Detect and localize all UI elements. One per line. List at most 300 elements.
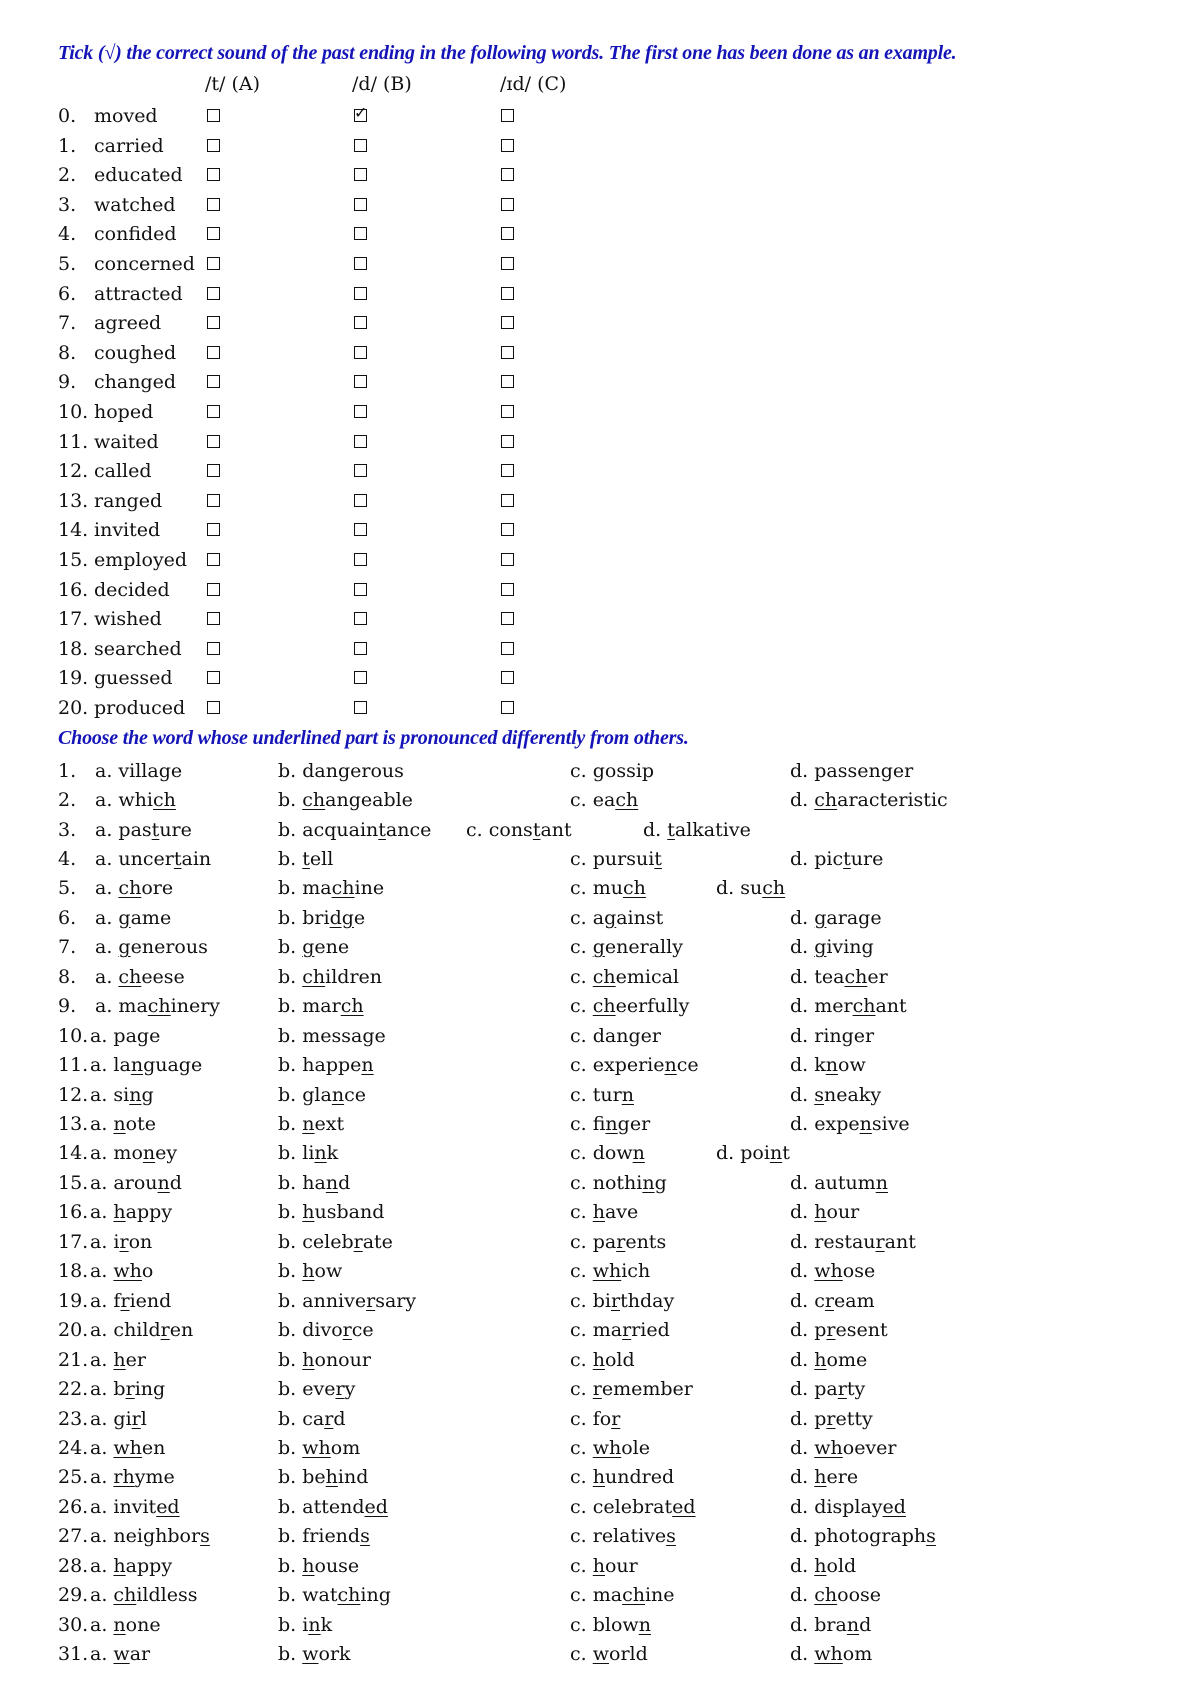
- checkbox-id[interactable]: [501, 257, 514, 270]
- option-b[interactable]: [278, 1081, 366, 1110]
- underlined-part: w: [592, 1643, 609, 1666]
- option-letter: d.: [716, 1142, 735, 1165]
- underlined-part: r: [119, 1230, 129, 1253]
- option-a[interactable]: [90, 1434, 165, 1463]
- option-d[interactable]: [790, 1552, 856, 1581]
- word-suffix: arage: [826, 906, 882, 929]
- option-letter: a.: [95, 965, 113, 988]
- word-suffix: eerfully: [615, 995, 690, 1018]
- question-number: 7.: [58, 936, 77, 959]
- word-prefix: nothi: [592, 1171, 643, 1194]
- word-suffix: ork: [318, 1643, 351, 1666]
- option-c[interactable]: [570, 1169, 667, 1198]
- question-number: 6.: [58, 906, 77, 929]
- option-a[interactable]: [90, 1169, 182, 1198]
- option-b[interactable]: [278, 933, 349, 962]
- checkbox-d[interactable]: [354, 642, 367, 655]
- checkbox-t[interactable]: [207, 523, 220, 536]
- option-d[interactable]: [790, 1611, 871, 1640]
- option-b[interactable]: [278, 1110, 344, 1139]
- word-prefix: tea: [814, 965, 845, 988]
- underlined-part: ch: [337, 1584, 361, 1607]
- checkbox-d[interactable]: [354, 701, 367, 714]
- option-b[interactable]: [278, 1022, 386, 1051]
- question-number: 26.: [58, 1495, 89, 1518]
- option-b[interactable]: [278, 1346, 371, 1375]
- option-a[interactable]: [95, 933, 208, 962]
- option-c[interactable]: [570, 874, 646, 903]
- word-suffix: dangerous: [302, 759, 404, 782]
- word-suffix: ger: [617, 1113, 651, 1135]
- word-prefix: bi: [592, 1289, 611, 1312]
- option-c[interactable]: [570, 1051, 699, 1080]
- option-a[interactable]: [95, 963, 185, 992]
- word-prefix: mar: [302, 995, 341, 1018]
- checkbox-t[interactable]: [207, 168, 220, 181]
- checkbox-d[interactable]: [354, 168, 367, 181]
- checkbox-d[interactable]: [354, 257, 367, 270]
- word-prefix: celeb: [302, 1230, 354, 1253]
- option-c[interactable]: [570, 845, 662, 874]
- option-a[interactable]: [90, 1640, 150, 1669]
- option-d[interactable]: [790, 1316, 888, 1345]
- checkbox-id[interactable]: [501, 139, 514, 152]
- underlined-part: h: [302, 1348, 315, 1371]
- option-letter: b.: [278, 1495, 297, 1518]
- option-d[interactable]: [716, 874, 785, 903]
- option-letter: d.: [790, 906, 809, 929]
- checkbox-t[interactable]: [207, 375, 220, 388]
- item-number: 19.: [58, 667, 89, 690]
- word-suffix: ouse: [314, 1554, 360, 1577]
- underlined-part: n: [142, 1142, 156, 1165]
- underlined-part: h: [302, 1201, 315, 1224]
- word-prefix: f: [113, 1289, 121, 1312]
- underlined-part: wh: [814, 1260, 843, 1283]
- option-c[interactable]: [570, 1139, 645, 1168]
- checkbox-d[interactable]: [354, 198, 367, 211]
- option-a[interactable]: [95, 874, 173, 903]
- option-d[interactable]: [790, 1493, 906, 1522]
- underlined-part: n: [302, 1113, 315, 1135]
- option-b[interactable]: [278, 786, 413, 815]
- option-b[interactable]: [278, 1257, 342, 1286]
- checkbox-id[interactable]: [501, 701, 514, 714]
- option-c[interactable]: [570, 757, 654, 786]
- option-letter: b.: [278, 936, 297, 959]
- checkbox-id[interactable]: [501, 405, 514, 418]
- option-b[interactable]: [278, 1287, 416, 1316]
- underlined-part: n: [157, 1171, 170, 1194]
- checkbox-id[interactable]: [501, 642, 514, 655]
- word-prefix: k: [814, 1054, 826, 1077]
- option-d[interactable]: [790, 1375, 865, 1404]
- checkbox-t[interactable]: [207, 435, 220, 448]
- checkbox-d[interactable]: [354, 435, 367, 448]
- option-d[interactable]: [790, 992, 907, 1021]
- checkbox-d[interactable]: [354, 494, 367, 507]
- underlined-part: h: [302, 1260, 315, 1283]
- question-row: [0, 874, 1200, 903]
- option-b[interactable]: [278, 1316, 374, 1345]
- option-c[interactable]: [570, 1522, 676, 1551]
- word-prefix: child: [113, 1319, 161, 1342]
- checkbox-d[interactable]: [354, 139, 367, 152]
- option-b[interactable]: [278, 757, 404, 786]
- checkbox-t[interactable]: [207, 701, 220, 714]
- word-suffix: er: [125, 1348, 146, 1371]
- checkbox-id[interactable]: [501, 198, 514, 211]
- option-b[interactable]: [278, 904, 365, 933]
- checkbox-id[interactable]: [501, 671, 514, 684]
- option-a[interactable]: [90, 1581, 197, 1610]
- checkbox-d[interactable]: [354, 287, 367, 300]
- option-b[interactable]: [278, 1228, 393, 1257]
- checkbox-id[interactable]: [501, 168, 514, 181]
- word-suffix: ey: [155, 1142, 178, 1165]
- underlined-part: h: [592, 1554, 605, 1577]
- underlined-part: ch: [844, 965, 868, 988]
- checkbox-t[interactable]: [207, 553, 220, 566]
- word-prefix: i: [113, 1230, 120, 1253]
- option-b[interactable]: [278, 1434, 360, 1463]
- option-d[interactable]: [790, 1434, 897, 1463]
- question-row: [0, 1522, 1200, 1551]
- underlined-part: r: [120, 1289, 130, 1312]
- option-letter: d.: [790, 1495, 809, 1518]
- underlined-part: r: [353, 1230, 363, 1253]
- question-row: [0, 816, 1200, 845]
- checkbox-id[interactable]: [501, 109, 514, 122]
- underlined-part: r: [611, 1407, 621, 1430]
- checkbox-t[interactable]: [207, 464, 220, 477]
- checkbox-d[interactable]: [354, 583, 367, 596]
- option-c[interactable]: [570, 904, 663, 933]
- word-suffix: ant: [540, 818, 572, 841]
- checkbox-d[interactable]: [354, 405, 367, 418]
- option-c[interactable]: [570, 1375, 693, 1404]
- option-d[interactable]: [790, 1287, 875, 1316]
- option-letter: d.: [790, 995, 809, 1018]
- checkbox-id[interactable]: [501, 553, 514, 566]
- option-a[interactable]: [90, 1316, 193, 1345]
- checkbox-d[interactable]: [354, 523, 367, 536]
- word-prefix: invit: [113, 1495, 157, 1518]
- option-a[interactable]: [95, 786, 176, 815]
- option-b[interactable]: [278, 874, 384, 903]
- underlined-part: ch: [592, 965, 616, 988]
- option-a[interactable]: [90, 1522, 210, 1551]
- option-a[interactable]: [90, 1493, 180, 1522]
- word-suffix: thday: [620, 1289, 675, 1312]
- option-a[interactable]: [90, 1110, 156, 1139]
- checkbox-d[interactable]: [354, 375, 367, 388]
- question-row: [0, 845, 1200, 874]
- option-c[interactable]: [570, 992, 689, 1021]
- option-d[interactable]: [790, 1198, 859, 1227]
- item-word: employed: [94, 549, 188, 571]
- item-word: waited: [94, 430, 159, 453]
- option-d[interactable]: [790, 1228, 916, 1257]
- option-letter: c.: [570, 847, 587, 870]
- checkbox-d[interactable]: [354, 671, 367, 684]
- item-number: 1.: [58, 134, 77, 157]
- underlined-part: ed: [672, 1495, 696, 1518]
- option-b[interactable]: [278, 1169, 350, 1198]
- option-b[interactable]: [278, 1405, 345, 1434]
- option-letter: d.: [716, 877, 735, 900]
- checkbox-d[interactable]: [354, 346, 367, 359]
- underlined-part: r: [592, 1378, 602, 1401]
- item-word: concerned: [94, 253, 195, 275]
- option-c[interactable]: [570, 1581, 675, 1610]
- option-d[interactable]: [643, 816, 751, 845]
- underlined-part: h: [814, 1554, 827, 1577]
- option-b[interactable]: [278, 1198, 384, 1227]
- word-suffix: ce: [344, 1083, 366, 1106]
- option-c[interactable]: [570, 1463, 674, 1492]
- checkbox-id[interactable]: [501, 612, 514, 625]
- option-a[interactable]: [90, 1287, 171, 1316]
- underlined-part: ch: [852, 995, 876, 1018]
- option-c[interactable]: [570, 1228, 666, 1257]
- option-letter: d.: [790, 1584, 809, 1607]
- option-d[interactable]: [790, 933, 874, 962]
- option-a[interactable]: [90, 1139, 177, 1168]
- word-prefix: pa: [814, 1378, 838, 1401]
- option-d[interactable]: [790, 1346, 867, 1375]
- option-letter: b.: [278, 1613, 297, 1636]
- option-a[interactable]: [90, 1611, 161, 1640]
- checkbox-t[interactable]: [207, 405, 220, 418]
- option-d[interactable]: [716, 1139, 790, 1168]
- word-suffix: er: [867, 965, 888, 988]
- item-number: 14.: [58, 519, 89, 542]
- option-d[interactable]: [790, 845, 883, 874]
- option-a[interactable]: [90, 1463, 175, 1492]
- underlined-part: n: [605, 1113, 618, 1135]
- word-suffix: ried: [631, 1319, 670, 1342]
- option-c[interactable]: [570, 1287, 674, 1316]
- option-c[interactable]: [570, 1022, 661, 1051]
- option-letter: c.: [570, 1436, 587, 1459]
- checkbox-t[interactable]: [207, 642, 220, 655]
- word-suffix: ich: [621, 1260, 651, 1283]
- option-letter: b.: [278, 789, 297, 812]
- option-b[interactable]: [278, 1463, 368, 1492]
- option-c[interactable]: [570, 1257, 650, 1286]
- option-c[interactable]: [570, 1493, 696, 1522]
- checkbox-t[interactable]: [207, 612, 220, 625]
- option-c[interactable]: [570, 1405, 620, 1434]
- option-a[interactable]: [95, 845, 211, 874]
- option-letter: d.: [790, 1024, 809, 1047]
- option-letter: d.: [790, 1407, 809, 1430]
- option-d[interactable]: [790, 1640, 872, 1669]
- checkbox-t[interactable]: [207, 316, 220, 329]
- option-c[interactable]: [570, 1316, 670, 1345]
- option-a[interactable]: [90, 1022, 160, 1051]
- word-suffix: danger: [592, 1024, 661, 1047]
- option-c[interactable]: [570, 1434, 650, 1463]
- option-a[interactable]: [90, 1081, 154, 1110]
- option-a[interactable]: [90, 1198, 172, 1227]
- underlined-part: r: [160, 1319, 170, 1342]
- option-letter: c.: [570, 1289, 587, 1312]
- option-b[interactable]: [278, 1640, 351, 1669]
- option-d[interactable]: [790, 1581, 881, 1610]
- option-d[interactable]: [790, 1051, 866, 1080]
- option-c[interactable]: [570, 786, 638, 815]
- checkbox-t[interactable]: [207, 139, 220, 152]
- word-suffix: our: [826, 1201, 860, 1224]
- option-b[interactable]: [278, 1375, 355, 1404]
- option-d[interactable]: [790, 963, 888, 992]
- option-d[interactable]: [790, 1081, 881, 1110]
- word-suffix: neaky: [824, 1083, 882, 1106]
- option-d[interactable]: [790, 1022, 874, 1051]
- option-letter: a.: [90, 1613, 108, 1636]
- checkbox-t[interactable]: [207, 227, 220, 240]
- option-a[interactable]: [90, 1228, 152, 1257]
- question-row: [0, 1581, 1200, 1610]
- checkbox-id[interactable]: [501, 464, 514, 477]
- underlined-part: ch: [147, 995, 171, 1018]
- option-letter: a.: [90, 1436, 108, 1459]
- checkbox-t[interactable]: [207, 346, 220, 359]
- word-prefix: a: [592, 906, 605, 929]
- option-d[interactable]: [790, 1463, 858, 1492]
- underlined-part: s: [926, 1525, 936, 1548]
- option-d[interactable]: [790, 1257, 875, 1286]
- option-b[interactable]: [278, 1611, 332, 1640]
- checkbox-t[interactable]: [207, 109, 220, 122]
- option-d[interactable]: [790, 1405, 873, 1434]
- option-d[interactable]: [790, 757, 913, 786]
- option-c[interactable]: [466, 816, 572, 845]
- checkbox-t[interactable]: [207, 671, 220, 684]
- checkbox-t[interactable]: [207, 583, 220, 596]
- option-d[interactable]: [790, 786, 948, 815]
- checkbox-id[interactable]: [501, 583, 514, 596]
- word-suffix: ell: [309, 847, 334, 870]
- option-c[interactable]: [570, 1552, 638, 1581]
- checkbox-t[interactable]: [207, 287, 220, 300]
- option-c[interactable]: [570, 1198, 638, 1227]
- checkbox-d[interactable]: [354, 316, 367, 329]
- checkbox-t[interactable]: [207, 257, 220, 270]
- word-suffix: g: [141, 1083, 154, 1106]
- word-suffix: ome: [826, 1348, 868, 1371]
- item-word: invited: [94, 519, 161, 542]
- word-suffix: ene: [314, 936, 350, 959]
- checkbox-id[interactable]: [501, 494, 514, 507]
- option-letter: a.: [90, 1201, 108, 1224]
- option-letter: c.: [570, 1230, 587, 1253]
- option-a[interactable]: [95, 904, 171, 933]
- option-a[interactable]: [90, 1051, 202, 1080]
- word-suffix: d: [338, 1171, 351, 1194]
- option-c[interactable]: [570, 1346, 635, 1375]
- underlined-part: r: [622, 1319, 632, 1342]
- option-letter: b.: [278, 1171, 297, 1194]
- option-b[interactable]: [278, 1493, 388, 1522]
- option-letter: b.: [278, 995, 297, 1018]
- option-c[interactable]: [570, 1640, 648, 1669]
- checkbox-id[interactable]: [501, 316, 514, 329]
- checkbox-id[interactable]: [501, 375, 514, 388]
- option-c[interactable]: [570, 1081, 634, 1110]
- option-c[interactable]: [570, 1611, 651, 1640]
- checkbox-id[interactable]: [501, 227, 514, 240]
- option-d[interactable]: [790, 1522, 936, 1551]
- option-a[interactable]: [90, 1257, 153, 1286]
- option-c[interactable]: [570, 963, 679, 992]
- option-a[interactable]: [90, 1552, 172, 1581]
- word-prefix: blow: [592, 1613, 639, 1636]
- checkbox-id[interactable]: [501, 435, 514, 448]
- underlined-part: h: [592, 1348, 605, 1371]
- option-a[interactable]: [90, 1346, 146, 1375]
- option-b[interactable]: [278, 845, 333, 874]
- option-b[interactable]: [278, 1139, 338, 1168]
- option-c[interactable]: [570, 933, 683, 962]
- option-b[interactable]: [278, 1581, 391, 1610]
- checkbox-d[interactable]: [354, 227, 367, 240]
- option-b[interactable]: [278, 1051, 374, 1080]
- checkbox-t[interactable]: [207, 198, 220, 211]
- option-b[interactable]: [278, 816, 431, 845]
- option-a[interactable]: [90, 1375, 165, 1404]
- option-letter: c.: [570, 1643, 587, 1666]
- checkbox-d[interactable]: [354, 464, 367, 477]
- tick-row: [0, 457, 1200, 486]
- option-d[interactable]: [790, 1169, 888, 1198]
- question-number: 25.: [58, 1466, 89, 1489]
- option-letter: b.: [278, 877, 297, 900]
- checkbox-id[interactable]: [501, 287, 514, 300]
- checkbox-t[interactable]: [207, 494, 220, 507]
- option-a[interactable]: [90, 1405, 147, 1434]
- option-c[interactable]: [570, 1110, 650, 1139]
- option-b[interactable]: [278, 992, 364, 1021]
- option-d[interactable]: [790, 904, 882, 933]
- question-row: [0, 1552, 1200, 1581]
- option-b[interactable]: [278, 1522, 370, 1551]
- checkbox-d[interactable]: [354, 612, 367, 625]
- word-suffix: etty: [835, 1407, 873, 1430]
- option-b[interactable]: [278, 1552, 359, 1581]
- word-suffix: ty: [846, 1378, 866, 1401]
- checkbox-d[interactable]: [354, 553, 367, 566]
- item-number: 13.: [58, 489, 89, 512]
- checkbox-id[interactable]: [501, 523, 514, 536]
- option-a[interactable]: [95, 992, 220, 1021]
- option-b[interactable]: [278, 963, 382, 992]
- option-letter: c.: [570, 1319, 587, 1342]
- option-d[interactable]: [790, 1110, 910, 1139]
- question-row: [0, 904, 1200, 933]
- checkbox-d[interactable]: [354, 103, 368, 122]
- checkbox-id[interactable]: [501, 346, 514, 359]
- tick-row: [0, 161, 1200, 190]
- underlined-part: ch: [113, 1584, 137, 1607]
- option-a[interactable]: [95, 816, 192, 845]
- word-suffix: ote: [125, 1113, 156, 1135]
- word-prefix: whi: [118, 789, 153, 812]
- option-a[interactable]: [95, 757, 182, 786]
- option-letter: b.: [278, 1348, 297, 1371]
